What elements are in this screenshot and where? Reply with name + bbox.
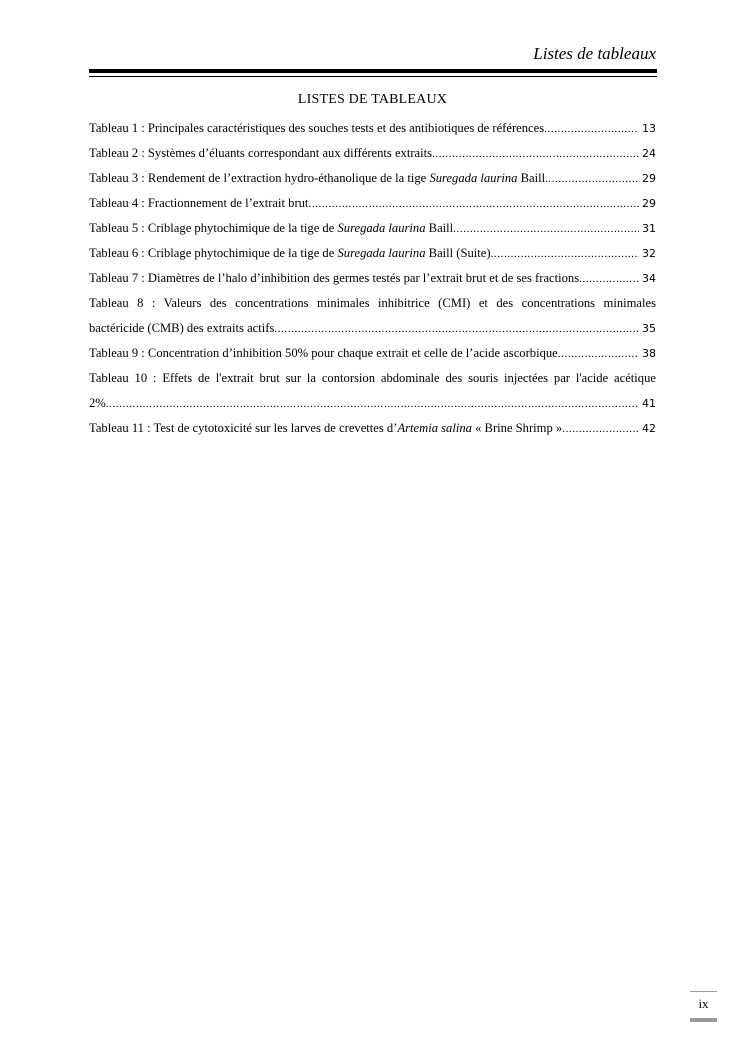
toc-entry-5[interactable] [89,216,656,241]
leader-dots [558,342,639,366]
toc-entry-label: Tableau 6 : Criblage phytochimique de la tige de Suregada laurina Baill (Suite) [89,246,491,260]
toc-entry-page: 38 [642,347,656,360]
toc-entry-label: Tableau 4 : Fractionnement de l’extrait brut [89,196,309,210]
leader-dots [562,417,639,441]
toc-entry-label: Tableau 2 : Systèmes d’éluants correspondant aux différents extraits [89,146,433,160]
leader-dots [544,117,639,141]
toc-entry-10-line-1[interactable]: Tableau 10 : Effets de l'extrait brut sur la contorsion abdominale des souris injectées par l'acide acétique [89,371,656,385]
leader-dots [579,267,639,291]
toc-entry-11[interactable] [89,416,656,441]
leader-dots [432,142,639,166]
toc-entry-9[interactable] [89,341,656,366]
species-name: Suregada laurina [337,246,426,260]
toc-entry-label: 2% [89,396,106,410]
toc-entry-3[interactable] [89,166,656,191]
species-name: Artemia salina [397,421,472,435]
toc-entry-page: 32 [642,247,656,260]
toc-entry-page: 41 [642,397,656,410]
toc-entry-page: 42 [642,422,656,435]
toc-entry-page: 29 [642,172,656,185]
toc-entry-1[interactable] [89,116,656,141]
leader-dots [491,242,639,266]
toc-entry-label: Tableau 9 : Concentration d’inhibition 50% pour chaque extrait et celle de l’acide ascorbique [89,346,558,360]
leader-dots [308,192,639,216]
toc-entry-label: Tableau 3 : Rendement de l’extraction hydro-éthanolique de la tige Suregada laurina Baill. [89,171,549,185]
toc-entry-label: Tableau 5 : Criblage phytochimique de la tige de Suregada laurina Baill [89,221,454,235]
toc-entry-8-line-1[interactable]: Tableau 8 : Valeurs des concentrations minimales inhibitrice (CMI) et des concentrations minimales [89,296,656,310]
toc-entry-page: 34 [642,272,656,285]
leader-dots [548,167,639,191]
toc-entry-label: Tableau 11 : Test de cytotoxicité sur les larves de crevettes d’Artemia salina « Brine Shrimp » [89,421,563,435]
page-heading: LISTES DE TABLEAUX [297,92,448,107]
toc-entry-page: 13 [642,122,656,135]
table-list [89,116,656,441]
toc-entry-label: Tableau 1 : Principales caractéristiques des souches tests et des antibiotiques de références [89,121,545,135]
species-name: Suregada laurina [337,221,426,235]
leader-dots [106,392,639,416]
toc-entry-10[interactable] [89,391,656,416]
toc-entry-page: 29 [642,197,656,210]
toc-entry-page: 24 [642,147,656,160]
toc-entry-page: 31 [642,222,656,235]
page-number-bar [690,1018,717,1022]
toc-entry-page: 35 [642,322,656,335]
toc-entry-8[interactable] [89,316,656,341]
leader-dots [453,217,639,241]
page-number: ix [690,991,717,1012]
header-rule-thin [89,76,657,77]
toc-entry-6[interactable] [89,241,656,266]
running-header-title: Listes de tableaux [533,44,656,63]
leader-dots [274,317,639,341]
toc-entry-7[interactable] [89,266,656,291]
toc-entry-4[interactable] [89,191,656,216]
header-rule-thick [89,69,657,73]
species-name: Suregada laurina [429,171,518,185]
toc-entry-2[interactable] [89,141,656,166]
toc-entry-label: bactéricide (CMB) des extraits actifs [89,321,275,335]
toc-entry-label: Tableau 7 : Diamètres de l’halo d’inhibition des germes testés par l’extrait brut et de ses fractions [89,271,580,285]
